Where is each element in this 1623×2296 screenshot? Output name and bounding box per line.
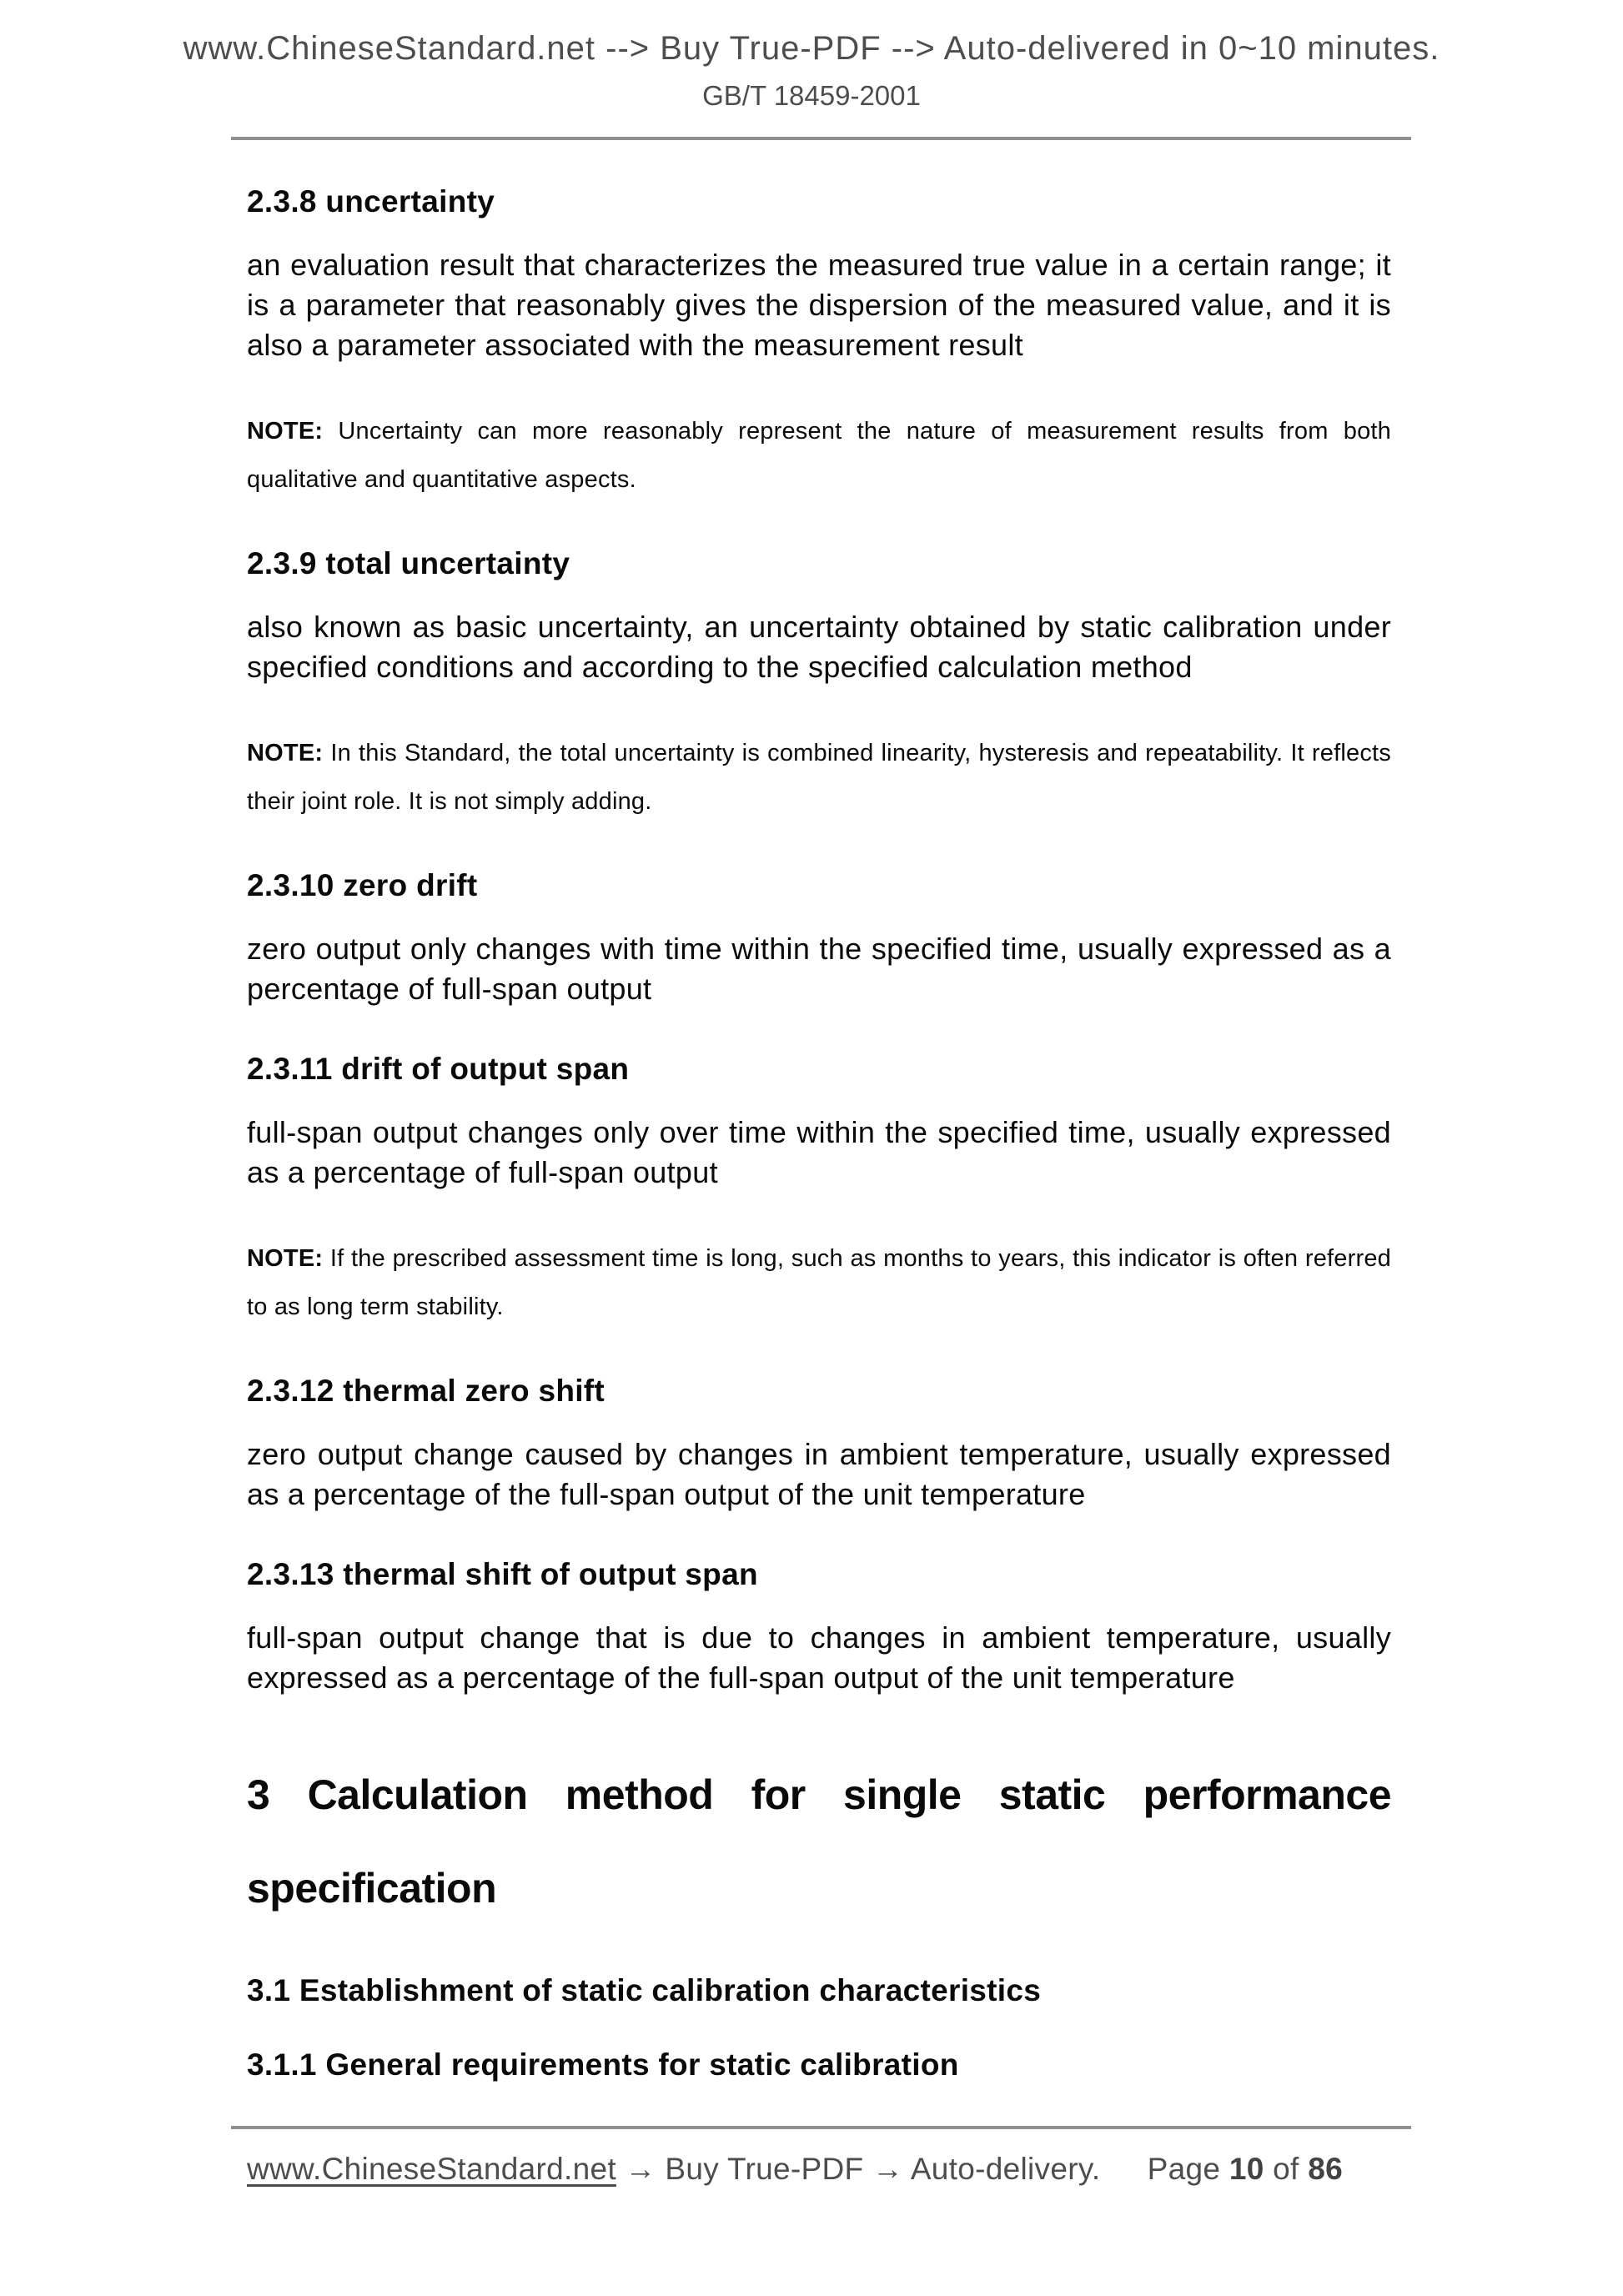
page-indicator	[1148, 2152, 1343, 2187]
note	[247, 729, 1391, 826]
header-promo-text: www.ChineseStandard.net --> Buy True-PDF --> Auto-delivered in 0~10 minutes.	[183, 30, 1440, 67]
footer-divider	[231, 2126, 1411, 2129]
footer-site-link[interactable]: www.ChineseStandard.net	[247, 2152, 616, 2186]
note-label: NOTE:	[247, 740, 324, 766]
note	[247, 1234, 1391, 1331]
section-heading: 2.3.8 uncertainty	[247, 184, 495, 219]
document-number: GB/T 18459-2001	[702, 80, 921, 111]
footer-promo-rest: → Buy True-PDF → Auto-delivery.	[625, 2152, 1101, 2186]
note-label: NOTE:	[247, 1245, 324, 1272]
subsection-heading: 3.1.1 General requirements for static calibration	[247, 2047, 959, 2082]
document-body	[247, 167, 1391, 2083]
chapter-heading: 3 Calculation method for single static performance specification	[247, 1771, 1391, 1912]
footer-promo	[247, 2152, 1101, 2187]
paragraph: full-span output changes only over time within the specified time, usually expressed as a percentage of full-span output	[247, 1115, 1391, 1189]
paragraph: full-span output change that is due to changes in ambient temperature, usually expressed as a percentage of the full-span output of the unit temperature	[247, 1620, 1391, 1695]
page-footer	[247, 2152, 1391, 2187]
section-heading: 2.3.9 total uncertainty	[247, 546, 570, 580]
of-label: of	[1273, 2152, 1299, 2186]
subsection-heading: 3.1 Establishment of static calibration characteristics	[247, 1973, 1042, 2007]
section-heading: 2.3.12 thermal zero shift	[247, 1374, 605, 1408]
paragraph: zero output change caused by changes in ambient temperature, usually expressed as a percentage of the full-span output of the unit temperature	[247, 1437, 1391, 1511]
note-text: Uncertainty can more reasonably represent the nature of measurement results from both qualitative and quantitative aspects.	[247, 418, 1391, 493]
page-current: 10	[1229, 2152, 1264, 2186]
section-heading: 2.3.13 thermal shift of output span	[247, 1557, 758, 1591]
header-divider	[231, 137, 1411, 140]
note-text: In this Standard, the total uncertainty is combined linearity, hysteresis and repeatability. It reflects their joint role. It is not simply adding.	[247, 740, 1391, 815]
section-heading: 2.3.10 zero drift	[247, 868, 478, 902]
paragraph: also known as basic uncertainty, an uncertainty obtained by static calibration under specified conditions and according to the specified calculation method	[247, 610, 1391, 684]
page-total: 86	[1308, 2152, 1343, 2186]
note-label: NOTE:	[247, 418, 324, 445]
section-heading: 2.3.11 drift of output span	[247, 1052, 630, 1086]
paragraph: an evaluation result that characterizes the measured true value in a certain range; it is a parameter that reasonably gives the dispersion of the measured value, and it is also a parameter associated with the measurement result	[247, 248, 1391, 362]
note	[247, 407, 1391, 504]
paragraph: zero output only changes with time within the specified time, usually expressed as a percentage of full-span output	[247, 932, 1391, 1006]
page-label: Page	[1147, 2152, 1221, 2186]
note-text: If the prescribed assessment time is long, such as months to years, this indicator is often referred to as long term stability.	[247, 1245, 1392, 1320]
